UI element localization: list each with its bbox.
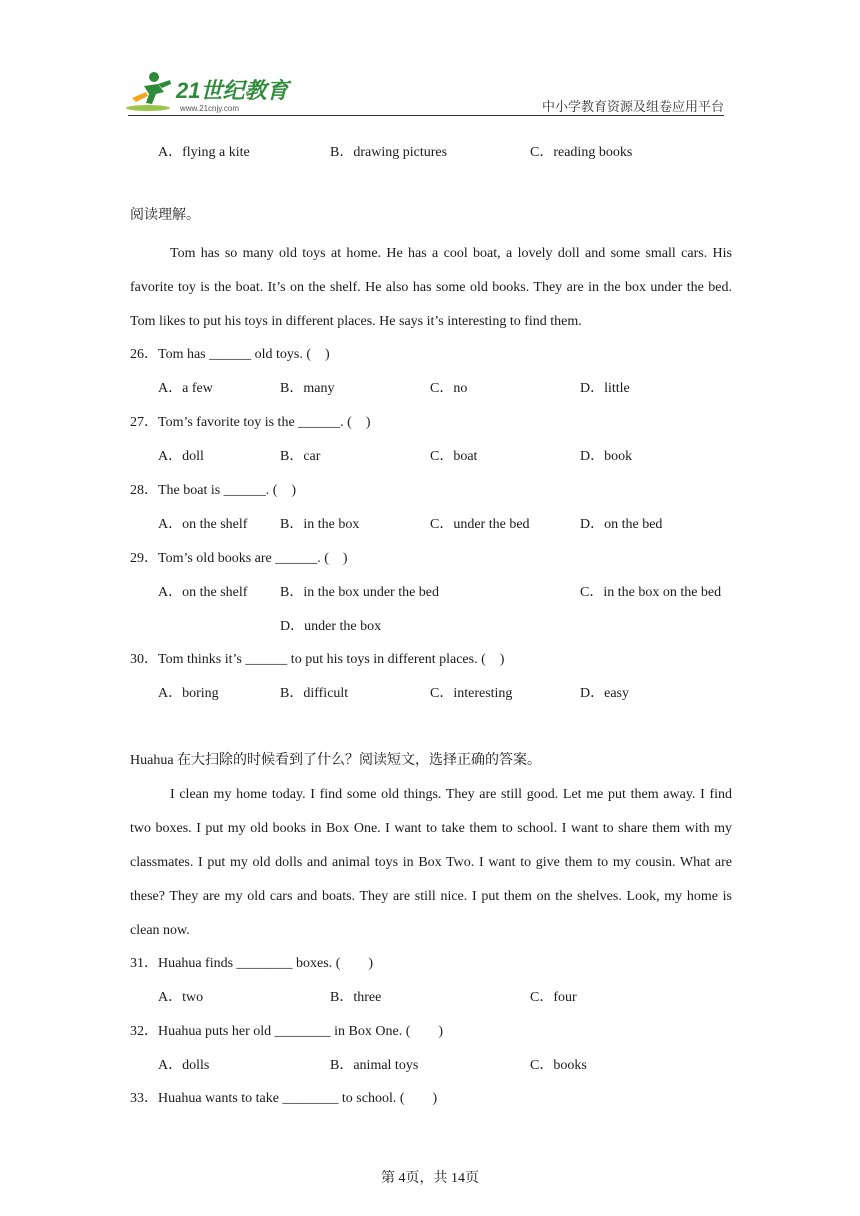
q29-option-c: C．in the box on the bed <box>580 585 722 600</box>
q29-option-a: A．on the shelf <box>158 585 248 600</box>
q31-option-a: A．two <box>158 990 204 1005</box>
section2-passage-text: I clean my home today. I find some old things. They are still good. Let me put them away. I find two boxes. I put my old books in Box One. I want to take them to school. I want to share them with my classmates. I put my old dolls and animal toys in Box Two. I want to give them to my cousin. What are these? They are my old cars and boats. They are still nice. I put them on the shelves. Look, my home is clean now. <box>130 787 732 938</box>
q25-option-b: B．drawing pictures <box>330 145 448 160</box>
q28-option-c: C．under the bed <box>430 517 530 532</box>
q30-option-c: C．interesting <box>430 686 513 701</box>
section1-passage <box>130 237 732 339</box>
q26-option-b: B．many <box>280 381 335 396</box>
platform-label: 中小学教育资源及组卷应用平台 <box>541 99 724 114</box>
logo-text: 21世纪教育 <box>176 78 289 103</box>
page-number: 第 4页，共 14页 <box>381 1171 479 1186</box>
q30-option-a: A．boring <box>158 686 219 701</box>
q28-option-a: A．on the shelf <box>158 517 248 532</box>
logo-runner-icon <box>124 68 294 116</box>
q26-option-a: A．a few <box>158 381 213 396</box>
q27-option-c: C．boat <box>430 449 478 464</box>
q26-option-d: D．little <box>580 381 630 396</box>
q30-text: 30．Tom thinks it’s ______ to put his toys in different places. ( ) <box>130 652 505 667</box>
q30-option-d: D．easy <box>580 686 629 701</box>
q29-option-d: D．under the box <box>280 619 382 634</box>
q28-option-b: B．in the box <box>280 517 360 532</box>
q26-text: 26．Tom has ______ old toys. ( ) <box>130 347 330 362</box>
section1-heading: 阅读理解。 <box>130 208 200 223</box>
q26-option-c: C．no <box>430 381 468 396</box>
q32-option-b: B．animal toys <box>330 1058 419 1073</box>
logo-url: www.21cnjy.com <box>180 104 239 113</box>
q29-option-b: B．in the box under the bed <box>280 585 440 600</box>
q25-option-a: A．flying a kite <box>158 145 250 160</box>
q33-text: 33．Huahua wants to take ________ to school. ( ) <box>130 1091 438 1106</box>
q27-option-d: D．book <box>580 449 633 464</box>
header-divider <box>128 115 724 116</box>
q32-text: 32．Huahua puts her old ________ in Box One. ( ) <box>130 1024 444 1039</box>
q30-option-b: B．difficult <box>280 686 349 701</box>
q28-option-d: D．on the bed <box>580 517 663 532</box>
q27-option-a: A．doll <box>158 449 204 464</box>
section1-passage-text: Tom has so many old toys at home. He has a cool boat, a lovely doll and some small cars. His favorite toy is the boat. It’s on the shelf. He also has some old books. They are in the box under the bed. Tom likes to put his toys in different places. He says it’s interesting to find them. <box>130 246 732 329</box>
q28-text: 28．The boat is ______. ( ) <box>130 483 297 498</box>
section2-passage <box>130 778 732 948</box>
q27-text: 27．Tom’s favorite toy is the ______. ( ) <box>130 415 371 430</box>
q29-text: 29．Tom’s old books are ______. ( ) <box>130 551 348 566</box>
q32-option-c: C．books <box>530 1058 587 1073</box>
q32-option-a: A．dolls <box>158 1058 210 1073</box>
section2-heading: Huahua 在大扫除的时候看到了什么？阅读短文，选择正确的答案。 <box>130 753 542 768</box>
q31-option-b: B．three <box>330 990 382 1005</box>
q27-option-b: B．car <box>280 449 321 464</box>
q31-text: 31．Huahua finds ________ boxes. ( ) <box>130 956 374 971</box>
site-logo <box>124 68 294 116</box>
q25-option-c: C．reading books <box>530 145 633 160</box>
q31-option-c: C．four <box>530 990 577 1005</box>
